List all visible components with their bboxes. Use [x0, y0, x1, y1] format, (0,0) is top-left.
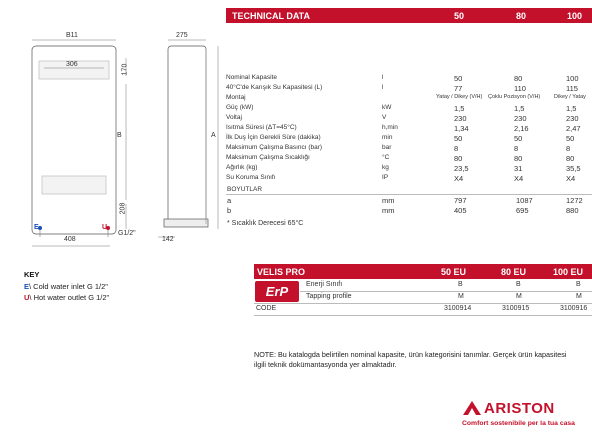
- brand-tagline: Comfort sostenibile per la tua casa: [462, 420, 575, 427]
- spec-value: 50: [566, 134, 575, 143]
- boyutlar-table: [226, 196, 592, 216]
- spec-label: Güç (kW): [226, 104, 254, 111]
- spec-value: 230: [514, 114, 527, 123]
- spec-value: 1,5: [514, 104, 525, 113]
- spec-value: 2,47: [566, 124, 581, 133]
- spec-unit: IP: [382, 174, 389, 181]
- velis-divider-1: [300, 291, 592, 292]
- dimension-value: 405: [454, 206, 467, 215]
- dimension-value: 1087: [516, 196, 533, 205]
- key-letter-u: U: [24, 293, 30, 302]
- front-view: [32, 46, 116, 237]
- spec-unit: l: [382, 84, 384, 91]
- spec-value: Çoklu Pozisyon (V/H): [488, 94, 541, 100]
- dim-mid-height: B: [117, 132, 122, 139]
- dim-side-width: 275: [176, 32, 188, 39]
- spec-row: [226, 154, 592, 164]
- dim-inner-width: 306: [66, 61, 78, 68]
- velis-pro-header: [254, 264, 592, 279]
- dimension-label: a: [227, 196, 232, 205]
- spec-value: 80: [566, 154, 575, 163]
- spec-label: Ağırlık (kg): [226, 164, 258, 171]
- spec-value: 110: [514, 84, 526, 93]
- dimension-value: 1272: [566, 196, 583, 205]
- velis-col-80: 80 EU: [501, 267, 527, 277]
- spec-value: 80: [514, 154, 523, 163]
- pipe-e-label: E: [34, 224, 39, 231]
- code-row: CODE 3100914 3100915 3100916: [256, 305, 588, 312]
- spec-value: X4: [454, 174, 464, 183]
- velis-pro-title: VELIS PRO: [257, 267, 306, 277]
- spec-label: Montaj: [226, 94, 246, 101]
- boyutlar-divider: [226, 194, 592, 195]
- spec-value: 50: [454, 74, 463, 83]
- spec-unit: kg: [382, 164, 389, 171]
- key-letter-e: E: [24, 282, 30, 291]
- dimension-unit: mm: [382, 196, 395, 205]
- col-50: 50: [454, 11, 465, 21]
- spec-value: 230: [566, 114, 579, 123]
- spec-value: X4: [514, 174, 524, 183]
- key-text-hot: \ Hot water outlet G 1/2": [29, 293, 110, 302]
- dimension-label: b: [227, 206, 232, 215]
- spec-label: 40°C'de Karışık Su Kapasitesi (L): [226, 84, 323, 91]
- spec-value: 23,5: [454, 164, 469, 173]
- dimension-value: 797: [454, 196, 467, 205]
- spec-value: 77: [454, 84, 463, 93]
- key-section: [24, 270, 224, 310]
- spec-row: [226, 114, 592, 124]
- spec-label: Su Koruma Sınıfı: [226, 174, 276, 181]
- technical-drawing: [0, 24, 226, 254]
- spec-value: X4: [566, 174, 576, 183]
- spec-row: [226, 94, 592, 104]
- velis-divider-3: [254, 315, 592, 316]
- velis-divider-2: [254, 303, 592, 304]
- spec-value: 1,34: [454, 124, 469, 133]
- spec-label: Voltaj: [226, 114, 242, 121]
- dim-bottom-width: 408: [64, 236, 76, 243]
- spec-label: Maksimum Çalışma Sıcaklığı: [226, 154, 310, 161]
- spec-row: [226, 84, 592, 94]
- spec-value: 8: [566, 144, 571, 153]
- spec-value: 80: [514, 74, 523, 83]
- spec-unit: V: [382, 114, 387, 121]
- ariston-logo-icon: [462, 400, 482, 416]
- spec-value: 2,16: [514, 124, 529, 133]
- side-view: [164, 46, 208, 227]
- spec-value: 100: [566, 74, 579, 83]
- tapping-profile-row: Tapping profile M M M: [306, 293, 582, 300]
- key-item-hot: [24, 293, 224, 302]
- boyutlar-title: BOYUTLAR: [227, 186, 263, 193]
- note-text: NOTE: Bu katalogda belirtilen nominal kapasite, ürün kategorisini tanımlar. Gerçek ürün kapasitesi ilgili teknik dokümantasyonda yer almaktadır.: [254, 350, 567, 369]
- spec-label: İlk Duş İçin Gerekli Süre (dakika): [226, 134, 321, 141]
- erp-logo: ErP: [255, 281, 299, 302]
- dim-top-height: 170: [121, 63, 129, 76]
- spec-row: [226, 74, 592, 84]
- spec-value: 230: [454, 114, 467, 123]
- spec-value: 80: [454, 154, 463, 163]
- spec-value: 31: [514, 164, 523, 173]
- spec-table: [226, 74, 592, 184]
- spec-unit: °C: [382, 154, 390, 161]
- spec-value: 8: [514, 144, 519, 153]
- dim-total-width: B11: [66, 32, 78, 39]
- spec-label: Isıtma Süresi (ΔT=45°C): [226, 124, 297, 131]
- dimension-row: [226, 206, 592, 216]
- spec-row: [226, 174, 592, 184]
- dimension-value: 880: [566, 206, 579, 215]
- dim-side-bottom: 142: [162, 236, 174, 243]
- brand-name: ARISTON: [484, 400, 555, 417]
- spec-unit: min: [382, 134, 393, 141]
- spec-value: 50: [514, 134, 523, 143]
- velis-col-100: 100 EU: [553, 267, 584, 277]
- pipe-u-label: U: [102, 224, 108, 231]
- spec-unit: h,min: [382, 124, 398, 131]
- dim-side-a: A: [211, 132, 216, 139]
- dimension-value: 695: [516, 206, 529, 215]
- dimension-row: [226, 196, 592, 206]
- spec-value: 1,5: [454, 104, 465, 113]
- col-100: 100: [567, 11, 583, 21]
- spec-row: [226, 124, 592, 134]
- spec-unit: kW: [382, 104, 392, 111]
- spec-unit: l: [382, 74, 384, 81]
- velis-col-50: 50 EU: [441, 267, 467, 277]
- spec-value: Yatay / Dikey (V/H): [436, 94, 483, 100]
- spec-value: 115: [566, 84, 578, 93]
- dimension-unit: mm: [382, 206, 395, 215]
- energy-class-row: Enerji Sınıfı B B B: [306, 281, 581, 288]
- spec-label: Maksimum Çalışma Basıncı (bar): [226, 144, 323, 151]
- spec-label: Nominal Kapasite: [226, 74, 277, 81]
- technical-data-header: [226, 8, 592, 23]
- spec-value: 8: [454, 144, 459, 153]
- spec-row: [226, 144, 592, 154]
- spec-value: 50: [454, 134, 463, 143]
- key-title: KEY: [24, 270, 40, 279]
- spec-unit: bar: [382, 144, 392, 151]
- col-80: 80: [516, 11, 527, 21]
- spec-row: [226, 164, 592, 174]
- spec-row: [226, 104, 592, 114]
- technical-data-title: TECHNICAL DATA: [232, 11, 310, 21]
- spec-row: [226, 134, 592, 144]
- dim-bottom-height: 208: [119, 202, 127, 215]
- key-text-cold: \ Cold water inlet G 1/2": [29, 282, 108, 291]
- pipe-size-label: G1/2": [118, 230, 136, 237]
- key-item-cold: [24, 282, 224, 291]
- spec-value: 1,5: [566, 104, 577, 113]
- spec-value: Dikey / Yatay: [554, 94, 586, 100]
- side-dimensions: [158, 40, 218, 237]
- spec-value: 35,5: [566, 164, 581, 173]
